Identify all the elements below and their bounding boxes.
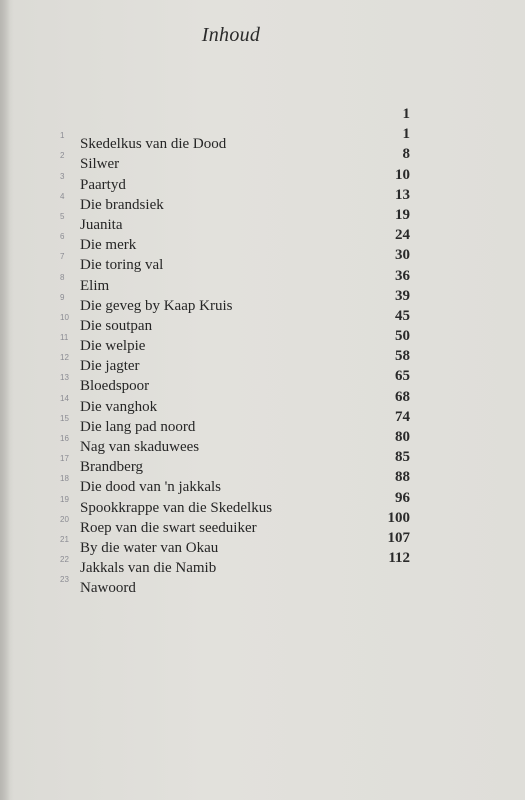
toc-entry [60, 548, 410, 577]
chapter-title: Brandberg [80, 459, 144, 476]
page-number: 45 [395, 307, 410, 324]
toc-entry [60, 568, 410, 597]
chapter-title: Nag van skaduwees [80, 439, 200, 455]
chapter-title: Die toring val [80, 257, 164, 274]
chapter-title: Die merk [80, 237, 137, 254]
chapter-number-annotation: 23 [60, 575, 69, 585]
chapter-title: Die lang pad noord [80, 418, 196, 435]
toc-entry [60, 266, 410, 294]
toc-entry [60, 467, 410, 496]
toc-first-page: 1 [402, 106, 410, 122]
page-number: 19 [395, 206, 410, 223]
chapter-title: Die geveg by Kaap Kruis [80, 297, 233, 314]
chapter-number-annotation: 14 [60, 393, 69, 403]
chapter-title: Die dood van 'n jakkals [80, 479, 222, 496]
toc-entry [60, 407, 410, 435]
chapter-number-annotation: 18 [60, 474, 69, 484]
chapter-title: By die water van Okau [80, 539, 219, 556]
chapter-number-annotation: 4 [60, 191, 65, 201]
page-number: 39 [395, 287, 410, 304]
chapter-title: Jakkals van die Namib [80, 560, 217, 577]
chapter-title: Die jagter [80, 358, 140, 375]
page-number: 10 [395, 166, 410, 183]
chapter-number-annotation: 13 [60, 373, 69, 383]
toc-first-page-row [60, 104, 410, 124]
toc-entry [60, 185, 410, 213]
page-number: 65 [395, 368, 410, 385]
chapter-number-annotation: 7 [60, 252, 65, 262]
chapter-title: Spookkrappe van die Skedelkus [80, 499, 273, 516]
toc-entry [60, 205, 410, 233]
chapter-title: Roep van die swart seeduiker [80, 519, 257, 536]
chapter-number-annotation: 3 [60, 171, 65, 181]
page-number: 96 [395, 489, 410, 506]
chapter-title: Die vanghok [80, 398, 158, 415]
page-title: Inhoud [201, 24, 261, 46]
page-number: 107 [387, 529, 410, 546]
page-number: 85 [395, 449, 410, 466]
toc-entry [60, 508, 410, 536]
chapter-number-annotation: 8 [60, 272, 65, 282]
chapter-number-annotation: 15 [60, 413, 69, 423]
page-number: 74 [395, 408, 410, 425]
chapter-number-annotation: 2 [60, 151, 65, 161]
toc-entry [60, 366, 410, 395]
toc-entry [60, 346, 410, 375]
toc-entry [60, 387, 410, 415]
page-number: 13 [395, 186, 410, 203]
chapter-number-annotation: 1 [60, 131, 65, 141]
page-number: 36 [395, 267, 410, 284]
chapter-title: Paartyd [80, 176, 126, 193]
toc-entry [60, 447, 410, 476]
toc-entry [60, 326, 410, 355]
chapter-title: Die soutpan [80, 317, 153, 334]
chapter-number-annotation: 19 [60, 494, 69, 504]
chapter-title: Die welpie [80, 338, 146, 355]
chapter-number-annotation: 6 [60, 232, 65, 242]
page-number: 8 [402, 146, 410, 163]
chapter-title: Juanita [80, 216, 123, 233]
chapter-number-annotation: 11 [60, 333, 69, 343]
toc-entry [60, 427, 410, 455]
chapter-title: Elim [80, 277, 110, 294]
page-number: 30 [395, 247, 410, 264]
chapter-title: Nawoord [80, 580, 136, 597]
chapter-number-annotation: 17 [60, 454, 69, 464]
page-number: 24 [395, 227, 410, 244]
chapter-title: Bloedspoor [80, 378, 150, 395]
toc-entry [60, 306, 410, 334]
toc-entry [60, 144, 410, 173]
page-number: 112 [388, 550, 410, 567]
chapter-number-annotation: 16 [60, 434, 69, 443]
page-number: 1 [402, 126, 410, 143]
chapter-number-annotation: 21 [60, 534, 69, 544]
chapter-number-annotation: 22 [60, 555, 69, 565]
toc-entry [60, 286, 410, 314]
toc-entry [60, 124, 410, 153]
chapter-number-annotation: 12 [60, 353, 69, 363]
table-of-contents [60, 104, 410, 597]
toc-entry [60, 165, 410, 193]
page-number: 68 [395, 388, 410, 405]
chapter-number-annotation: 10 [60, 312, 69, 322]
toc-entry [60, 488, 410, 516]
page-number: 50 [395, 328, 410, 345]
toc-entry [60, 528, 410, 556]
chapter-number-annotation: 20 [60, 514, 69, 524]
toc-entry [60, 245, 410, 274]
chapter-number-annotation: 5 [60, 211, 65, 221]
chapter-number-annotation: 9 [60, 292, 65, 302]
page-number: 58 [395, 348, 410, 365]
chapter-title: Skedelkus van die Dood [80, 136, 227, 153]
page-number: 88 [395, 469, 410, 486]
chapter-title: Die brandsiek [80, 196, 164, 213]
toc-entry [60, 225, 410, 254]
page-number: 100 [387, 509, 410, 526]
chapter-title: Silwer [80, 156, 120, 173]
page-number: 80 [395, 429, 410, 445]
